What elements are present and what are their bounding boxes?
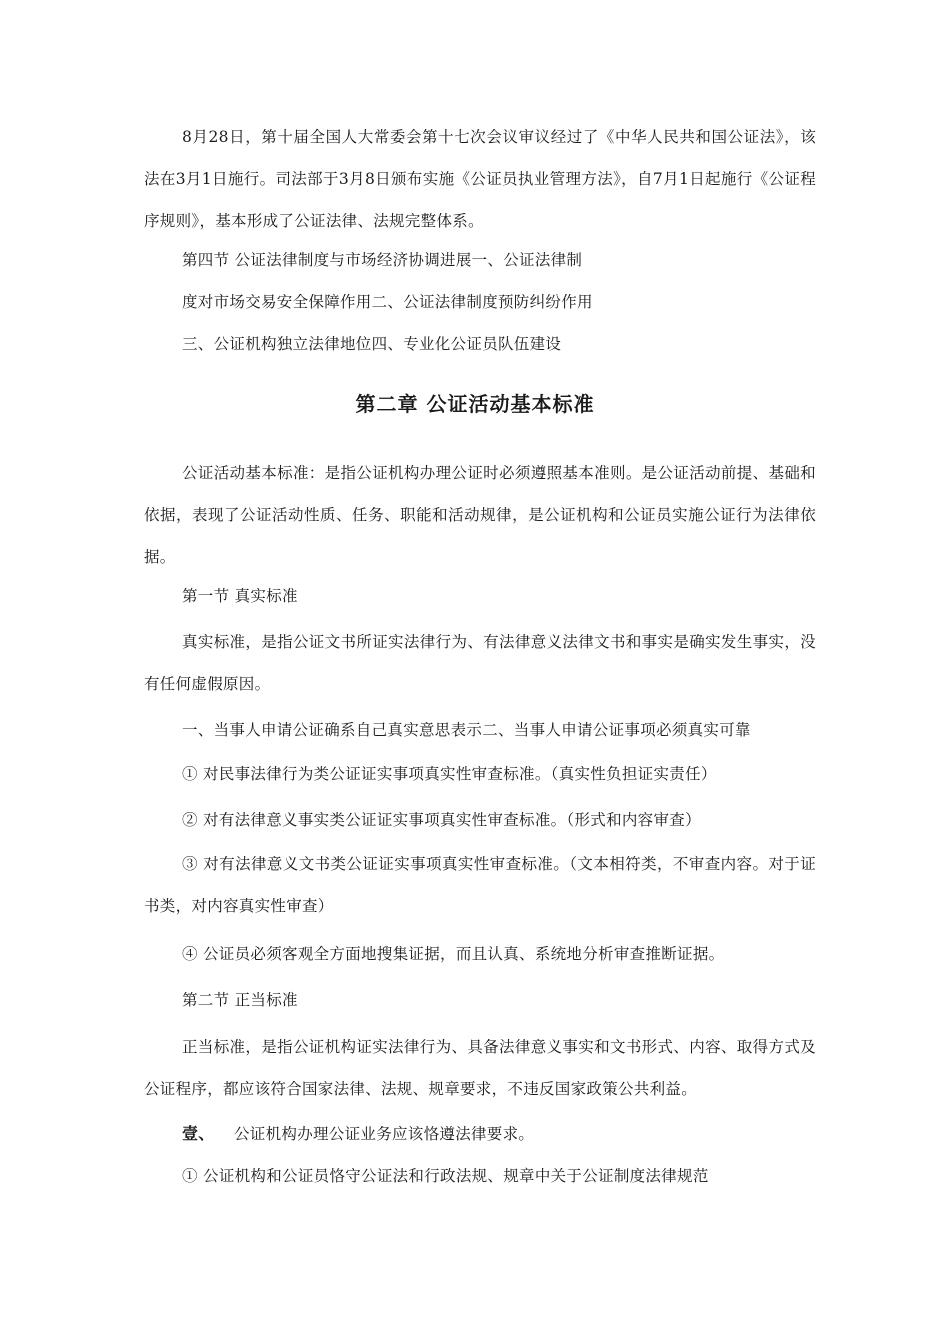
section1-title: 第一节 真实标准 xyxy=(182,587,298,605)
list-item-4: ④ 公证员必须客观全方面地搜集证据，而且认真、系统地分析审查推断证据。 xyxy=(182,945,725,963)
list-item-yi xyxy=(182,1124,534,1144)
section4-line-a: 第四节 公证法律制度与市场经济协调进展一、公证法律制 xyxy=(182,251,583,269)
list-number-yi: 壹、 xyxy=(182,1124,215,1143)
paragraph-truth-standard: 真实标准，是指公证文书所证实法律行为、有法律意义法律文书和事实是确实发生事实，没有任何虚假原因。 xyxy=(144,633,816,693)
chapter-title: 第二章 公证活动基本标准 xyxy=(355,392,595,416)
truth-items-line: 一、当事人申请公证确系自己真实意思表示二、当事人申请公证事项必须真实可靠 xyxy=(182,721,751,739)
section4-line-b: 度对市场交易安全保障作用二、公证法律制度预防纠纷作用 xyxy=(182,293,593,311)
list-item-2: ② 对有法律意义事实类公证证实事项真实性审查标准。（形式和内容审查） xyxy=(182,811,701,829)
paragraph-proper-standard: 正当标准，是指公证机构证实法律行为、具备法律意义事实和文书形式、内容、取得方式及公证程序，都应该符合国家法律、法规、规章要求，不违反国家政策公共利益。 xyxy=(144,1038,816,1098)
paragraph-basic-standards: 公证活动基本标准：是指公证机构办理公证时必须遵照基本准则。是公证活动前提、基础和依据，表现了公证活动性质、任务、职能和活动规律，是公证机构和公证员实施公证行为法律依据。 xyxy=(144,464,816,566)
section2-title: 第二节 正当标准 xyxy=(182,991,298,1009)
section4-line-c: 三、公证机构独立法律地位四、专业化公证员队伍建设 xyxy=(182,335,562,353)
list-item-1: ① 对民事法律行为类公证证实事项真实性审查标准。（真实性负担证实责任） xyxy=(182,765,717,783)
list-item-3: ③ 对有法律意义文书类公证证实事项真实性审查标准。（文本相符类，不审查内容。对于证书类，对内容真实性审查） xyxy=(144,855,816,915)
paragraph-notary-law-history: 8月28日，第十届全国人大常委会第十七次会议审议经过了《中华人民共和国公证法》，该法在3月1日施行。司法部于3月8日颁布实施《公证员执业管理方法》，自7月1日起施行《公证程序规则》，基本形成了公证法律、法规完整体系。 xyxy=(144,128,816,230)
list-item-yi-text: 公证机构办理公证业务应该恪遵法律要求。 xyxy=(234,1125,535,1143)
list-item-circle-1: ① 公证机构和公证员恪守公证法和行政法规、规章中关于公证制度法律规范 xyxy=(182,1167,709,1185)
